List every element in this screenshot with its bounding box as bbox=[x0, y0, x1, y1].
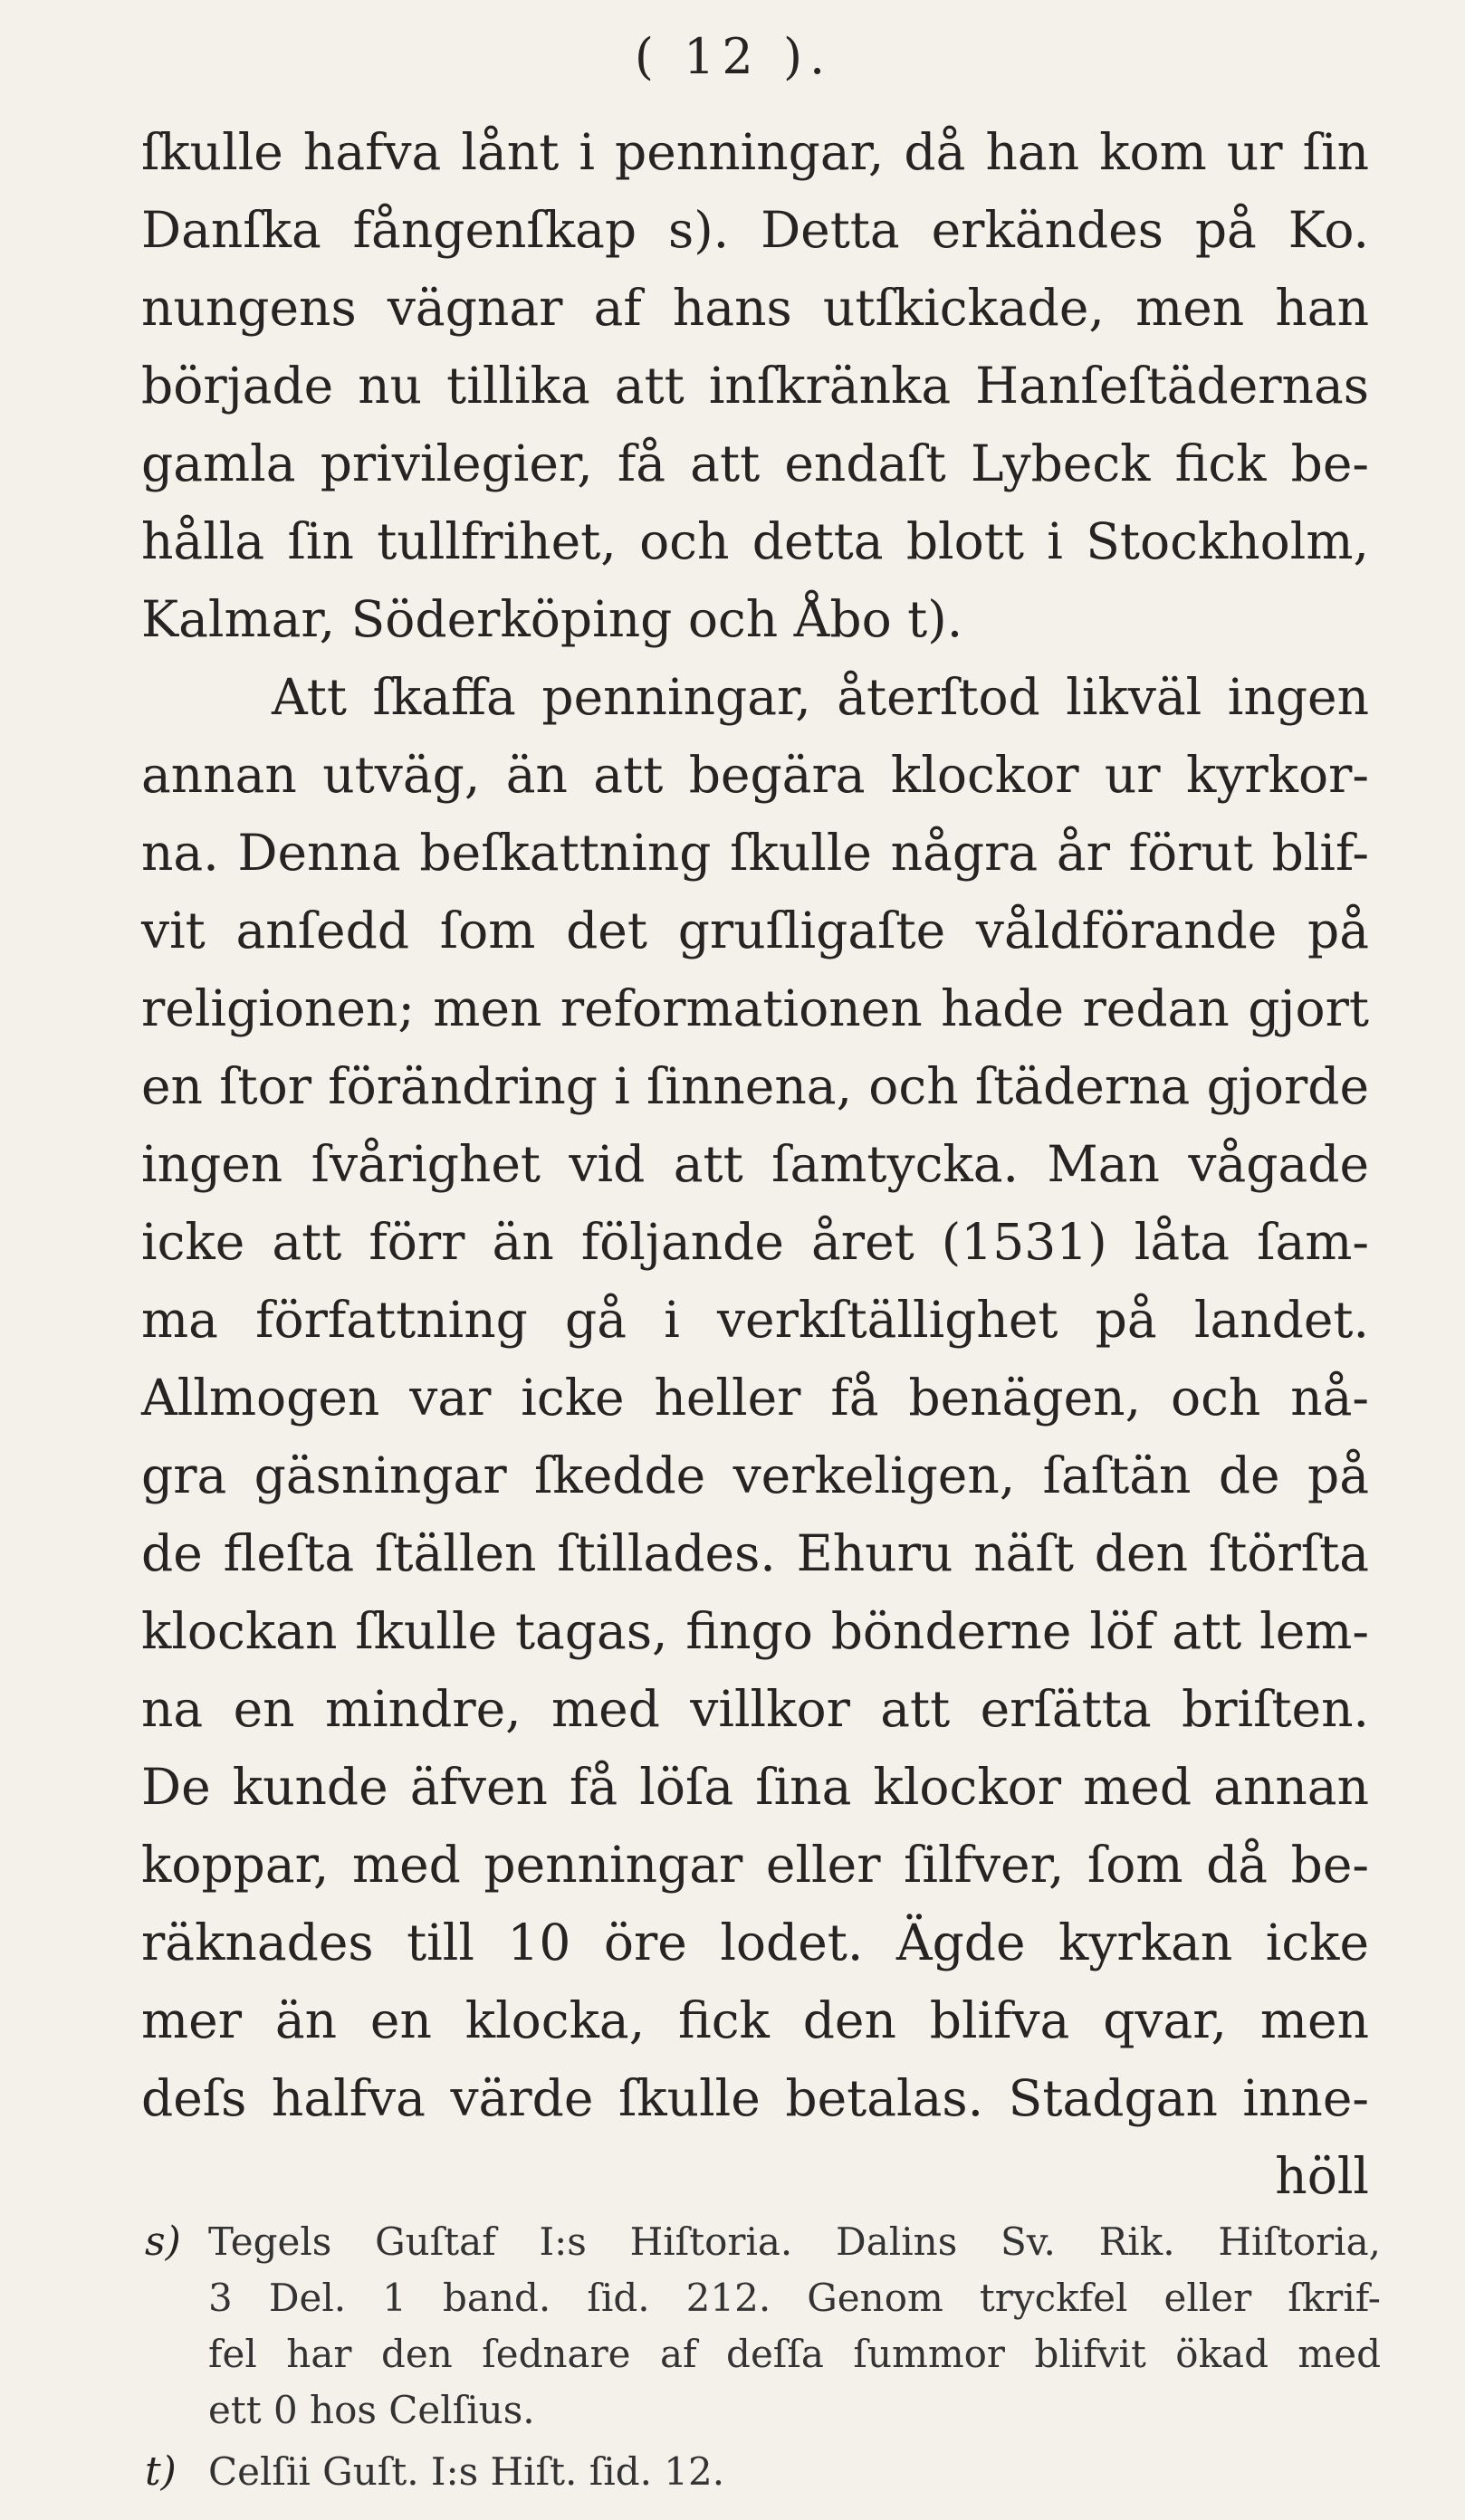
text-line: Kalmar, Söderköping och Åbo t). bbox=[141, 590, 963, 648]
text-line: ma författning gå i verkſtällighet på landet. bbox=[141, 1291, 1369, 1349]
text-line: na en mindre, med villkor att erſätta briſten. bbox=[141, 1680, 1369, 1738]
footnote-marker-s: s) bbox=[145, 2219, 181, 2265]
footnote-line: fel har den ſednare af deſſa ſummor blifvit ökad med bbox=[208, 2332, 1381, 2376]
text-line: ingen ſvårighet vid att ſamtycka. Man vågade bbox=[141, 1135, 1369, 1193]
text-line: de fleſta ſtällen ſtillades. Ehuru näſt den ſtörſta bbox=[141, 1524, 1369, 1582]
text-line: en ſtor förändring i ſinnena, och ſtäderna gjorde bbox=[141, 1057, 1369, 1115]
footnote-marker-t: t) bbox=[145, 2448, 177, 2495]
text-line: De kunde äfven få löſa ſina klockor med annan bbox=[141, 1758, 1369, 1816]
text-line: icke att förr än följande året (1531) låta ſam- bbox=[141, 1213, 1369, 1271]
footnote-line: ett 0 hos Celſius. bbox=[208, 2388, 535, 2432]
text-line: Danſka fångenſkap s). Detta erkändes på Ko. bbox=[141, 201, 1369, 259]
text-line: mer än en klocka, fick den blifva qvar, men bbox=[141, 1991, 1369, 2049]
text-line: koppar, med penningar eller ſilfver, ſom då be- bbox=[141, 1836, 1369, 1894]
text-line: gra gäsningar ſkedde verkeligen, ſaſtän de på bbox=[141, 1446, 1369, 1504]
text-line: började nu tillika att inſkränka Hanſeſtädernas bbox=[141, 357, 1369, 415]
text-line: klockan ſkulle tagas, fingo bönderne löf att lem- bbox=[141, 1602, 1369, 1660]
text-line: deſs halfva värde ſkulle betalas. Stadgan inne- bbox=[141, 2069, 1369, 2127]
text-line: nungens vägnar af hans utſkickade, men han bbox=[141, 279, 1369, 337]
paragraph-start-line: Att ſkaffa penningar, återſtod likväl ingen bbox=[272, 668, 1369, 726]
text-line: vit anſedd ſom det gruſligaſte våldförande på bbox=[141, 902, 1369, 959]
text-line: na. Denna beſkattning ſkulle några år förut blif- bbox=[141, 824, 1369, 882]
footnote-line: Celſii Guſt. I:s Hiſt. ſid. 12. bbox=[208, 2449, 725, 2494]
footnote-line: 3 Del. 1 band. ſid. 212. Genom tryckfel eller ſkrif- bbox=[208, 2276, 1381, 2320]
footnote-line: Tegels Guſtaf I:s Hiſtoria. Dalins Sv. Rik. Hiſtoria, bbox=[208, 2219, 1381, 2264]
catchword: höll bbox=[1275, 2147, 1369, 2205]
text-line: hålla ſin tullfrihet, och detta blott i Stockholm, bbox=[141, 512, 1369, 570]
text-line: räknades till 10 öre lodet. Ägde kyrkan icke bbox=[141, 1914, 1369, 1971]
text-line: annan utväg, än att begära klockor ur kyrkor- bbox=[141, 746, 1369, 804]
text-line: religionen; men reformationen hade redan gjort bbox=[141, 979, 1369, 1037]
page-number: ( 12 ). bbox=[634, 28, 833, 85]
text-line: gamla privilegier, få att endaſt Lybeck fick be- bbox=[141, 434, 1369, 492]
text-line: ſkulle hafva lånt i penningar, då han kom ur ſin bbox=[141, 123, 1369, 181]
text-line: Allmogen var icke heller få benägen, och nå- bbox=[141, 1369, 1369, 1427]
